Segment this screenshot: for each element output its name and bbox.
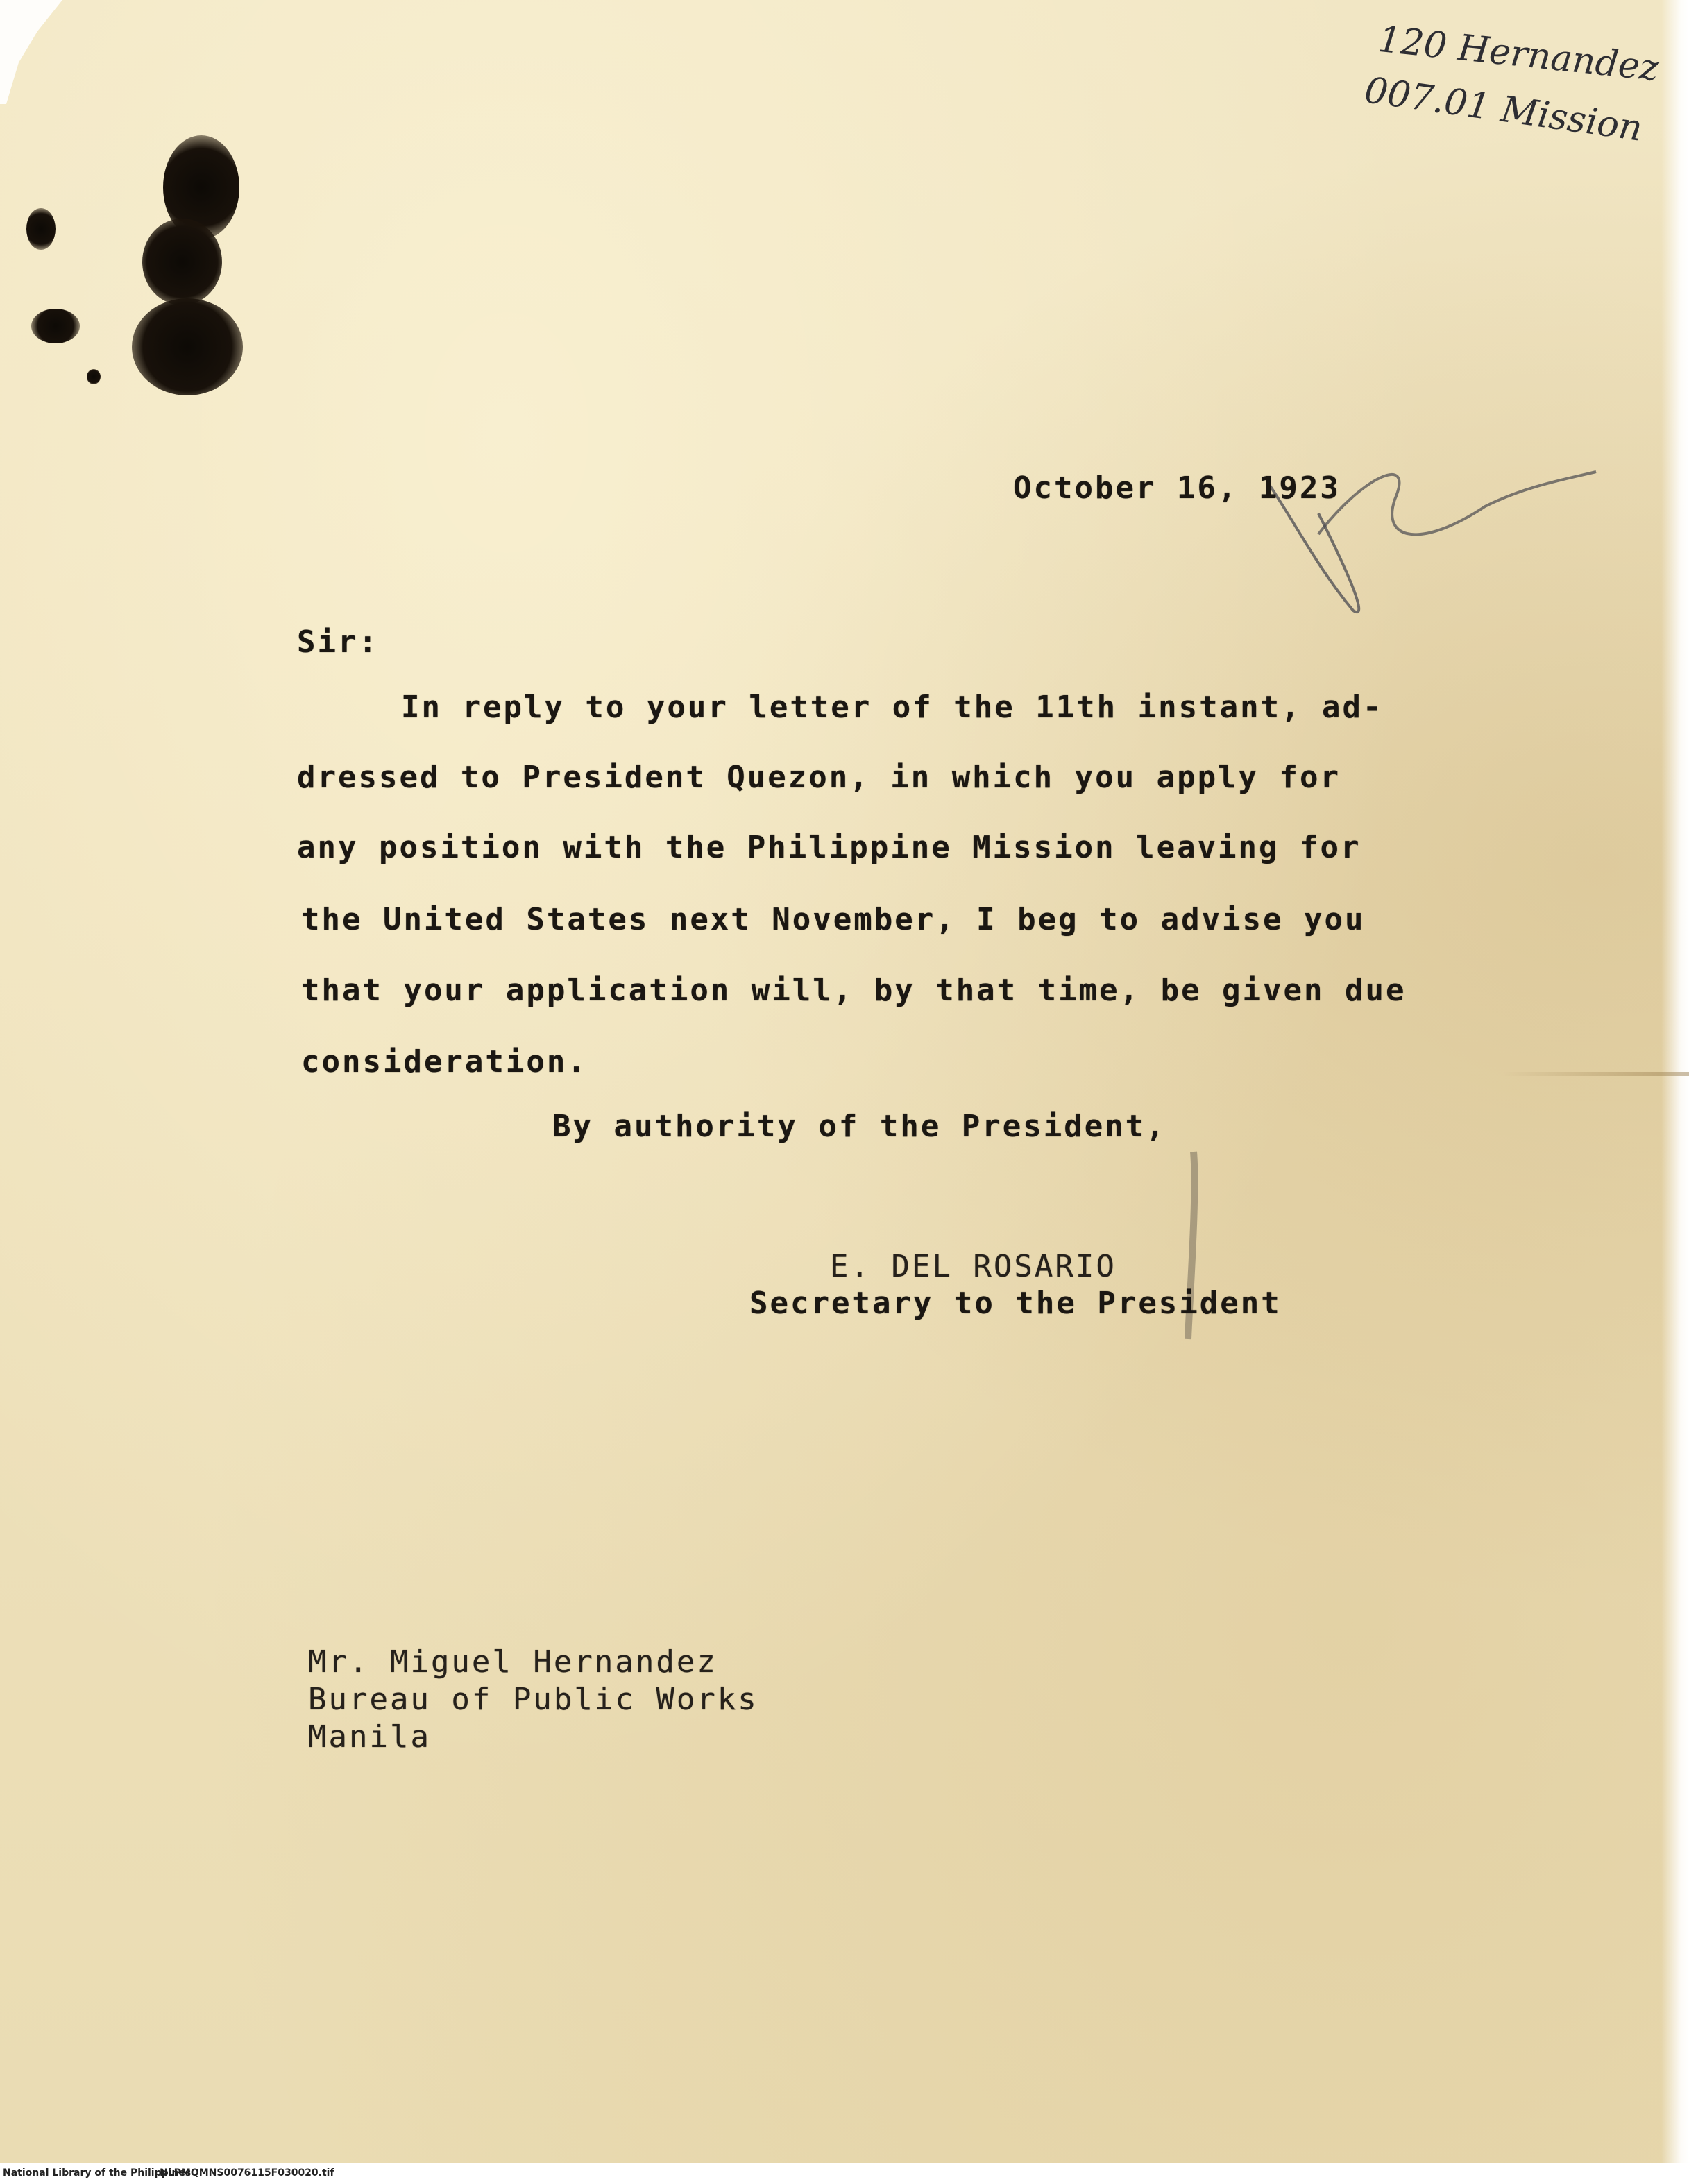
footer-library: National Library of the Philippines — [3, 2167, 192, 2178]
signer-name: E. DEL ROSARIO — [830, 1249, 1117, 1284]
body-line: that your application will, by that time, be given due — [301, 973, 1407, 1008]
body-line: any position with the Philippine Mission leaving for — [297, 830, 1361, 865]
body-line: dressed to President Quezon, in which you apply for — [297, 760, 1341, 795]
body-line: consideration. — [301, 1044, 588, 1080]
scan-footer — [0, 2163, 1689, 2184]
signer-title: Secretary to the President — [749, 1286, 1282, 1321]
recipient-name: Mr. Miguel Hernandez — [308, 1644, 718, 1680]
body-line: In reply to your letter of the 11th instant, ad- — [401, 690, 1384, 725]
handwritten-file-note: 007.01 Mission — [1361, 69, 1645, 150]
handwritten-file-note: 120 Hernandez — [1375, 18, 1661, 90]
recipient-office: Bureau of Public Works — [308, 1682, 758, 1717]
footer-filename: NLPMQMNS0076115F030020.tif — [160, 2167, 334, 2178]
salutation: Sir: — [297, 624, 379, 660]
letter-date: October 16, 1923 — [1013, 470, 1341, 506]
body-line: the United States next November, I beg to advise you — [301, 902, 1366, 937]
closing-line: By authority of the President, — [552, 1109, 1166, 1144]
recipient-city: Manila — [308, 1719, 431, 1755]
